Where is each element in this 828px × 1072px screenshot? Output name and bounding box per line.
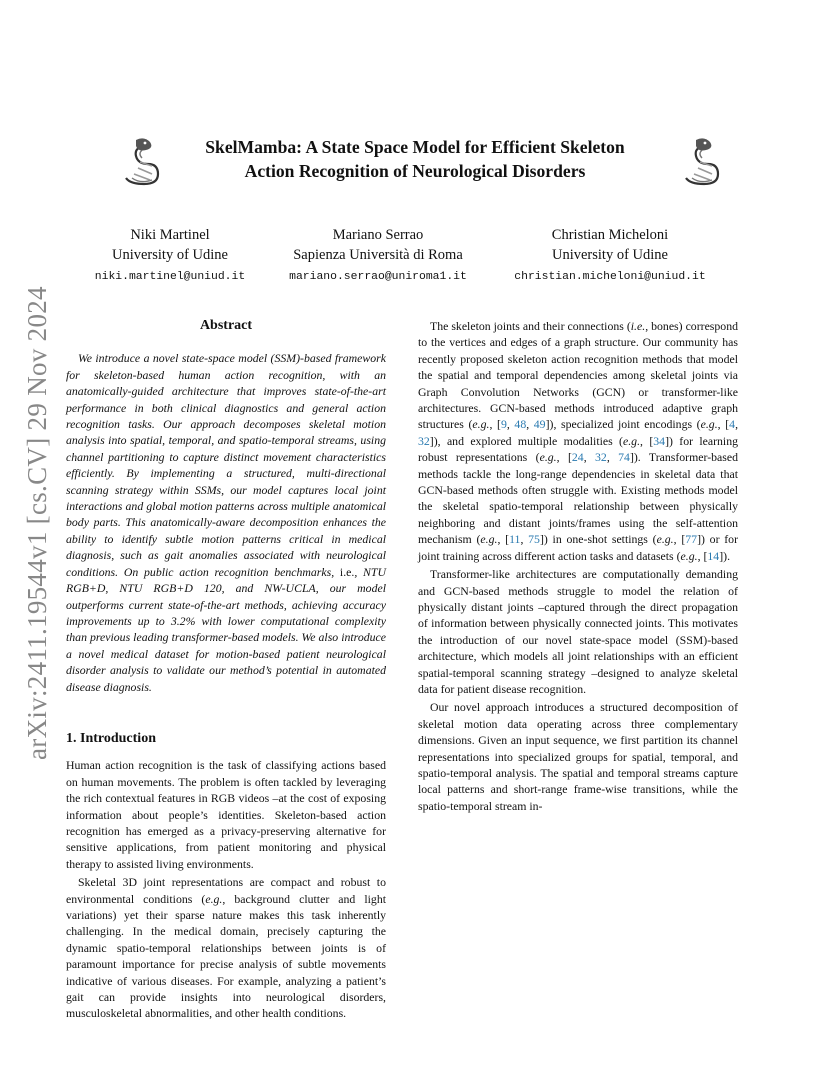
intro-paragraph-4: Transformer-like architectures are computationally demanding and GCN-based methods struggle to model the relation of physically distant joints –captured through the direct propagation of information between physically connected joints. This motivates the introduction of our novel state-space model (SSM)-based architecture, which models all joint relationships with an efficient spatial-temporal scanning strategy –designed to analyze skeletal data for patient disease recognition. <box>418 567 738 696</box>
text-eg: e.g. <box>480 532 498 547</box>
author-block <box>258 225 498 287</box>
text-part: , <box>697 548 704 563</box>
intro-paragraph-5: Our novel approach introduces a structured decomposition of skeletal motion data operating across three complementary dimensions. Given an input sequence, we first partition its channel representations into specialized groups for spatial, temporal, and spatio-temporal analysis. The spatial and temporal streams capture local patterns and short-range frame-wise transitions, while the spatio-temporal stream in- <box>418 700 738 813</box>
citation-link[interactable]: 48 <box>514 417 527 432</box>
citation-bracket: ] <box>697 532 701 547</box>
author-block <box>490 225 730 287</box>
author-affiliation: Sapienza Università di Roma <box>293 247 463 263</box>
text-part: ), and explored multiple modalities ( <box>433 433 623 448</box>
citation-separator: , <box>583 450 596 465</box>
text-part: , <box>673 532 682 547</box>
citation-link[interactable]: 24 <box>571 450 584 465</box>
arxiv-stamp: arXiv:2411.19544v1 [cs.CV] 29 Nov 2024 <box>22 286 52 760</box>
citation-link[interactable]: 32 <box>595 450 607 465</box>
citation-bracket: [ <box>703 548 708 563</box>
text-eg: e.g. <box>700 417 718 432</box>
abstract-text <box>66 350 386 695</box>
title-line-2: Action Recognition of Neurological Disorders <box>244 161 586 181</box>
paper-title <box>170 135 660 183</box>
author-affiliation: University of Udine <box>112 247 228 263</box>
title-line-1: SkelMamba: A State Space Model for Efficient Skeleton <box>205 137 625 157</box>
citation-bracket: [ <box>681 532 686 547</box>
abstract-part: We introduce a novel state-space model (SSM)-based framework for skeleton-based human action recognition, with an anatomically-guided architecture that improves state-of-the-art performance in both clinical diagnostics and general action recognition tasks. Our approach decomposes skeletal motion analysis into spatial, temporal, and spatio-temporal streams, using channel partitioning to capture distinct movement characteristics efficiently. By implementing a structured, multi-directional scanning strategy within SSMs, our model captures local joint interactions and global motion patterns across multiple anatomical body parts. This anatomically-aware decomposition enhances the ability to identify subtle motion patterns critical in medical diagnosis, such as gait anomalies associated with neurological conditions. On public action recognition benchmarks, <box>66 351 386 579</box>
intro-paragraph-2 <box>66 874 386 1022</box>
citation-link[interactable]: 34 <box>653 433 666 448</box>
text-eg: e.g. <box>656 532 674 547</box>
text-part: ) in one-shot settings ( <box>543 532 657 547</box>
citation-link[interactable]: 4 <box>729 417 736 432</box>
citation-bracket: ] <box>539 532 544 547</box>
citation-link[interactable]: 32 <box>418 433 430 448</box>
text-part: , <box>489 417 498 432</box>
citation-separator: , <box>520 532 529 547</box>
citation-link[interactable]: 49 <box>533 417 546 432</box>
citation-bracket: [ <box>497 417 501 432</box>
author-name: Christian Micheloni <box>551 227 669 243</box>
citation-bracket: ] <box>429 433 434 448</box>
text-part: ) or for joint training across different action tasks and datasets ( <box>418 532 738 563</box>
text-eg: e.g. <box>539 450 557 465</box>
intro-paragraph-1: Human action recognition is the task of classifying actions based on human movements. The problem is often tackled by leveraging the rich contextual features in RGB videos –at the cost of exposing information about people’s identities. Skeleton-based action recognition has emerged as a privacy-preserving alternative for sensitive applications, from patient monitoring and physical therapy to assisted living environments. <box>66 758 386 871</box>
citation-link[interactable]: 14 <box>707 548 720 563</box>
abstract-ie: i.e. <box>339 564 355 579</box>
citation-bracket: [ <box>649 433 654 448</box>
citation-link[interactable]: 74 <box>618 450 630 465</box>
citation-separator: , <box>606 450 619 465</box>
citation-bracket: ] <box>719 548 724 563</box>
text-eg: e.g. <box>205 891 223 906</box>
author-email[interactable]: mariano.serrao@uniroma1.it <box>289 271 467 283</box>
text-part: , <box>497 532 506 547</box>
text-part: , background clutter and light variations) yet their sparse nature makes this task inherently challenging. In the medical domain, precisely capturing the dynamic spatio-temporal relationships between joints is of paramount importance for precise analysis of subtle movements indicative of various diseases. For example, analyzing a patient’s gait can provide insights into neurological disorders, musculoskeletal abnormalities, and other health conditions. <box>66 891 387 1021</box>
citation-link[interactable]: 11 <box>509 532 521 547</box>
author-name: Mariano Serrao <box>332 227 424 243</box>
left-column <box>66 318 386 1022</box>
citation-bracket: ] <box>545 417 550 432</box>
citation-separator: , <box>735 417 739 432</box>
author-email[interactable]: christian.micheloni@uniud.it <box>514 271 706 283</box>
text-part: , <box>717 417 726 432</box>
text-eg: e.g. <box>472 417 490 432</box>
intro-paragraph-3 <box>418 318 738 564</box>
right-column <box>418 318 738 814</box>
abstract-part: , NTU RGB+D, NTU RGB+D 120, and NW-UCLA, our model outperforms current state-of-the-art methods, achieving accuracy improvements up to 3.2% with lower computational complexity than previous leading transformer-based models. We also introduce a novel medical dataset for motion-based patient neurological disorder analysis to validate our method’s potential in automated disease diagnosis. <box>66 564 386 694</box>
snake-logo-icon <box>114 136 172 190</box>
text-eg: e.g. <box>622 433 641 448</box>
citation-bracket: ] <box>665 433 669 448</box>
author-email[interactable]: niki.martinel@uniud.it <box>94 271 246 283</box>
citation-link[interactable]: 77 <box>685 532 698 547</box>
author-name: Niki Martinel <box>130 227 210 243</box>
citation-bracket: [ <box>505 532 510 547</box>
text-part: ). Transformer-based methods tackle the long-range dependencies in skeletal data that GCN-based methods often struggle with. Existing methods model the skeletal spatio-temporal relationship between physically neighboring and distant joints/frames using the self-attention mechanism ( <box>418 450 739 547</box>
citation-bracket: [ <box>567 450 572 465</box>
text-ie: i.e. <box>630 319 646 333</box>
abstract-heading: Abstract <box>199 318 253 333</box>
citation-link[interactable]: 75 <box>528 532 540 547</box>
text-part: ), specialized joint encodings ( <box>549 417 701 432</box>
text-part: The skeleton joints and their connections ( <box>430 319 631 333</box>
citation-bracket: ] <box>629 450 634 465</box>
text-part: , <box>640 433 650 448</box>
author-affiliation: University of Udine <box>552 247 668 263</box>
text-part: ) for learning robust representations ( <box>418 433 739 465</box>
citation-link[interactable]: 9 <box>500 417 507 432</box>
author-block <box>50 225 290 287</box>
text-part: ). <box>723 548 731 563</box>
citation-separator: , <box>506 417 515 432</box>
citation-bracket: [ <box>725 417 730 432</box>
text-eg: e.g. <box>680 548 698 563</box>
snake-logo-icon <box>674 136 732 190</box>
citation-separator: , <box>526 417 534 432</box>
text-part: , bones) correspond to the vertices and edges of a graph structure. Our community has recently proposed skeleton action recognition methods that model the spatial and temporal dependencies among skeletal joints via Graph Convolution Networks (GCN) or transformer-like architectures. GCN-based methods introduced adaptive graph structures ( <box>418 319 738 432</box>
section-heading: 1. Introduction <box>66 730 156 746</box>
text-part: , <box>556 450 568 465</box>
text-part: Skeletal 3D joint representations are compact and robust to environmental conditions ( <box>66 875 386 906</box>
